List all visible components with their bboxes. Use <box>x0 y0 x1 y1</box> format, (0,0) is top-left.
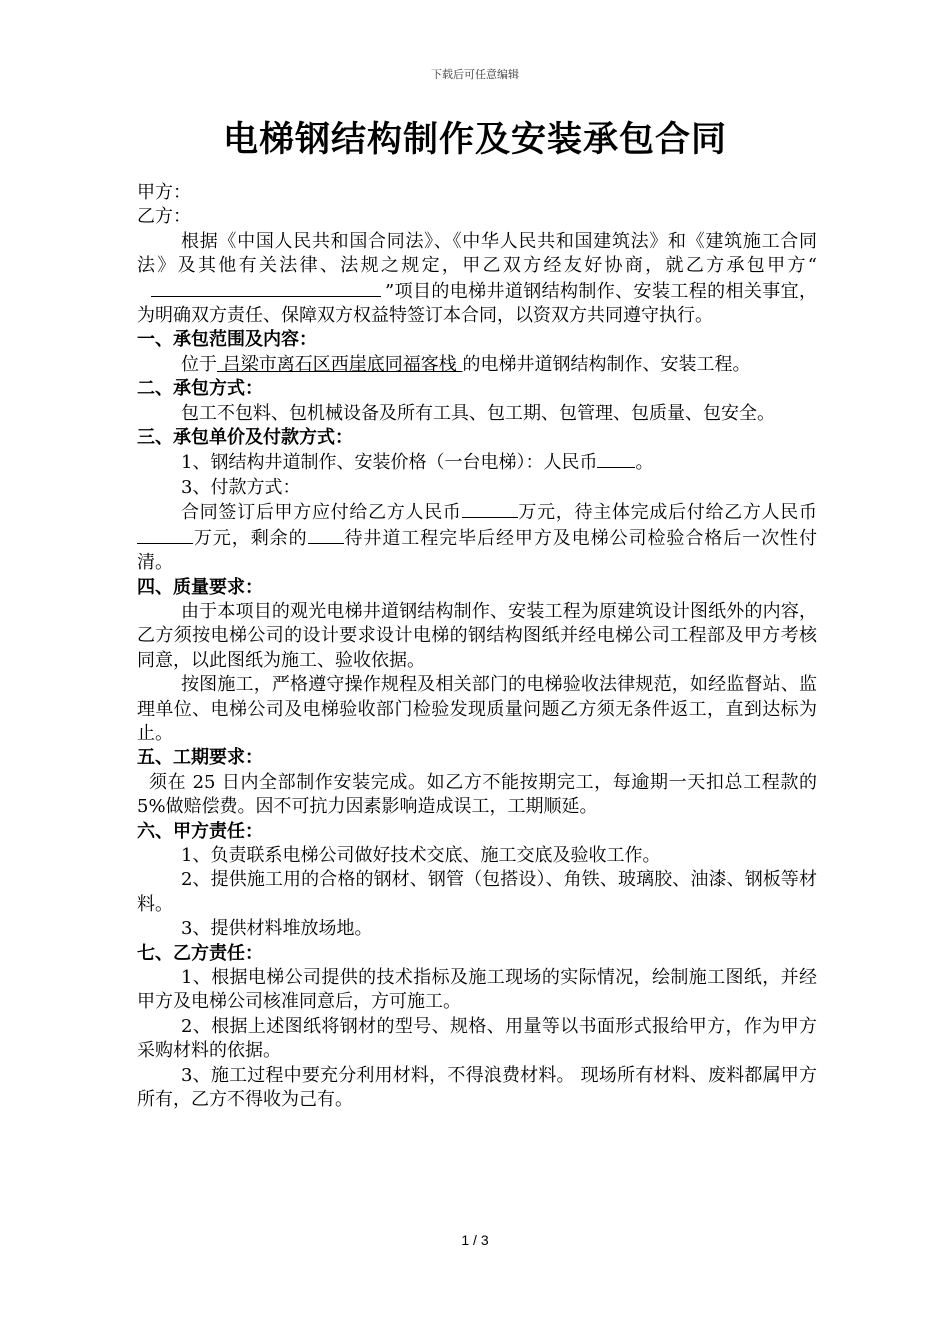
section-7-item: 2、根据上述图纸将钢材的型号、规格、用量等以书面形式报给甲方，作为甲方采购材料的依据。 <box>137 1015 817 1062</box>
s1-post: 的电梯井道钢结构制作、安装工程。 <box>462 353 751 375</box>
pay-text-d: 待井道工程完毕后经甲方及电梯公司检验合格后一次性付清。 <box>137 527 817 574</box>
pay-text-a: 合同签订后甲方应付给乙方人民币 <box>181 502 462 524</box>
section-2-heading: 二、承包方式： <box>137 378 263 400</box>
section-2-text: 包工不包料、包机械设备及所有工具、包工期、包管理、包质量、包安全。 <box>181 402 775 424</box>
section-1-heading: 一、承包范围及内容： <box>137 329 317 351</box>
section-7-item: 1、根据电梯公司提供的技术指标及施工现场的实际情况，绘制施工图纸，并经甲方及电梯公司核准同意后，方可施工。 <box>137 967 817 1013</box>
section-3-item-3: 3、付款方式： <box>181 476 301 498</box>
section-4-paragraph-2: 按图施工，严格遵守操作规程及相关部门的电梯验收法律规范，如经监督站、监理单位、电梯公司及电梯验收部门检验发现质量问题乙方须无条件返工，直到达标为止。 <box>137 674 817 744</box>
party-a-label: 甲方： <box>137 182 191 203</box>
pay-text-c: 万元，剩余的 <box>193 527 308 549</box>
section-4-heading: 四、质量要求： <box>137 576 263 598</box>
section-3-item-1 <box>137 450 817 475</box>
section-5-heading: 五、工期要求： <box>137 747 263 769</box>
header-note: 下载后可任意编辑 <box>431 68 519 81</box>
section-6-item: 2、提供施工用的合格的钢材、钢管（包搭设）、角铁、玻璃胶、油漆、钢板等材料。 <box>137 869 817 915</box>
price-blank <box>597 450 635 468</box>
section-6-heading: 六、甲方责任： <box>137 820 263 842</box>
payment-1-blank <box>462 500 518 518</box>
section-3-payment <box>137 500 817 575</box>
intro-paragraph <box>137 230 817 329</box>
section-4-paragraph-1: 由于本项目的观光电梯井道钢结构制作、安装工程为原建筑设计图纸外的内容，乙方须按电梯公司的设计要求设计电梯的钢结构图纸并经电梯公司工程部及甲方考核同意，以此图纸为施工、验收依据。 <box>137 600 817 671</box>
section-7-item: 3、施工过程中要充分利用材料，不得浪费材料。 现场所有材料、废料都属甲方所有，乙方不得收为己有。 <box>137 1064 817 1111</box>
remainder-blank <box>308 526 344 544</box>
section-3-heading: 三、承包单价及付款方式： <box>137 427 353 449</box>
intro-text-1: 根据《中国人民共和国合同法》、《中华人民共和国建筑法》和《建筑施工合同法》及其他有关法律、法规之规定，甲乙双方经友好协商，就乙方承包甲方“ <box>137 230 817 277</box>
project-location: 吕梁市离石区西崖底同福客栈 <box>217 353 463 375</box>
party-b-label: 乙方： <box>137 206 191 228</box>
project-name-blank <box>151 279 381 297</box>
page-number: 1 / 3 <box>461 1232 489 1248</box>
intro-text-2: ”项目的电梯井道钢结构制作、安装工程的相关事宜，为明确双方责任、保障双方权益特签订本合同，以资双方共同遵守执行。 <box>137 280 817 327</box>
s3-item1-end: 。 <box>635 452 654 474</box>
section-7-heading: 七、乙方责任： <box>137 942 263 964</box>
s1-pre: 位于 <box>181 353 217 375</box>
document-title: 电梯钢结构制作及安装承包合同 <box>222 120 727 160</box>
section-6-item: 1、负责联系电梯公司做好技术交底、施工交底及验收工作。 <box>181 844 661 866</box>
s3-item1-text: 1、钢结构井道制作、安装价格（一台电梯）：人民币 <box>181 452 598 474</box>
section-6-item: 3、提供材料堆放场地。 <box>181 918 373 940</box>
payment-2-blank <box>137 526 193 544</box>
pay-text-b: 万元，待主体完成后付给乙方人民币 <box>517 502 818 524</box>
section-1-text <box>137 353 817 377</box>
contract-body <box>137 181 817 1112</box>
section-5-text: 须在 25 日内全部制作安装完成。如乙方不能按期完工，每逾期一天扣总工程款的 5%做赔偿费。因不可抗力因素影响造成误工，工期顺延。 <box>137 771 817 818</box>
